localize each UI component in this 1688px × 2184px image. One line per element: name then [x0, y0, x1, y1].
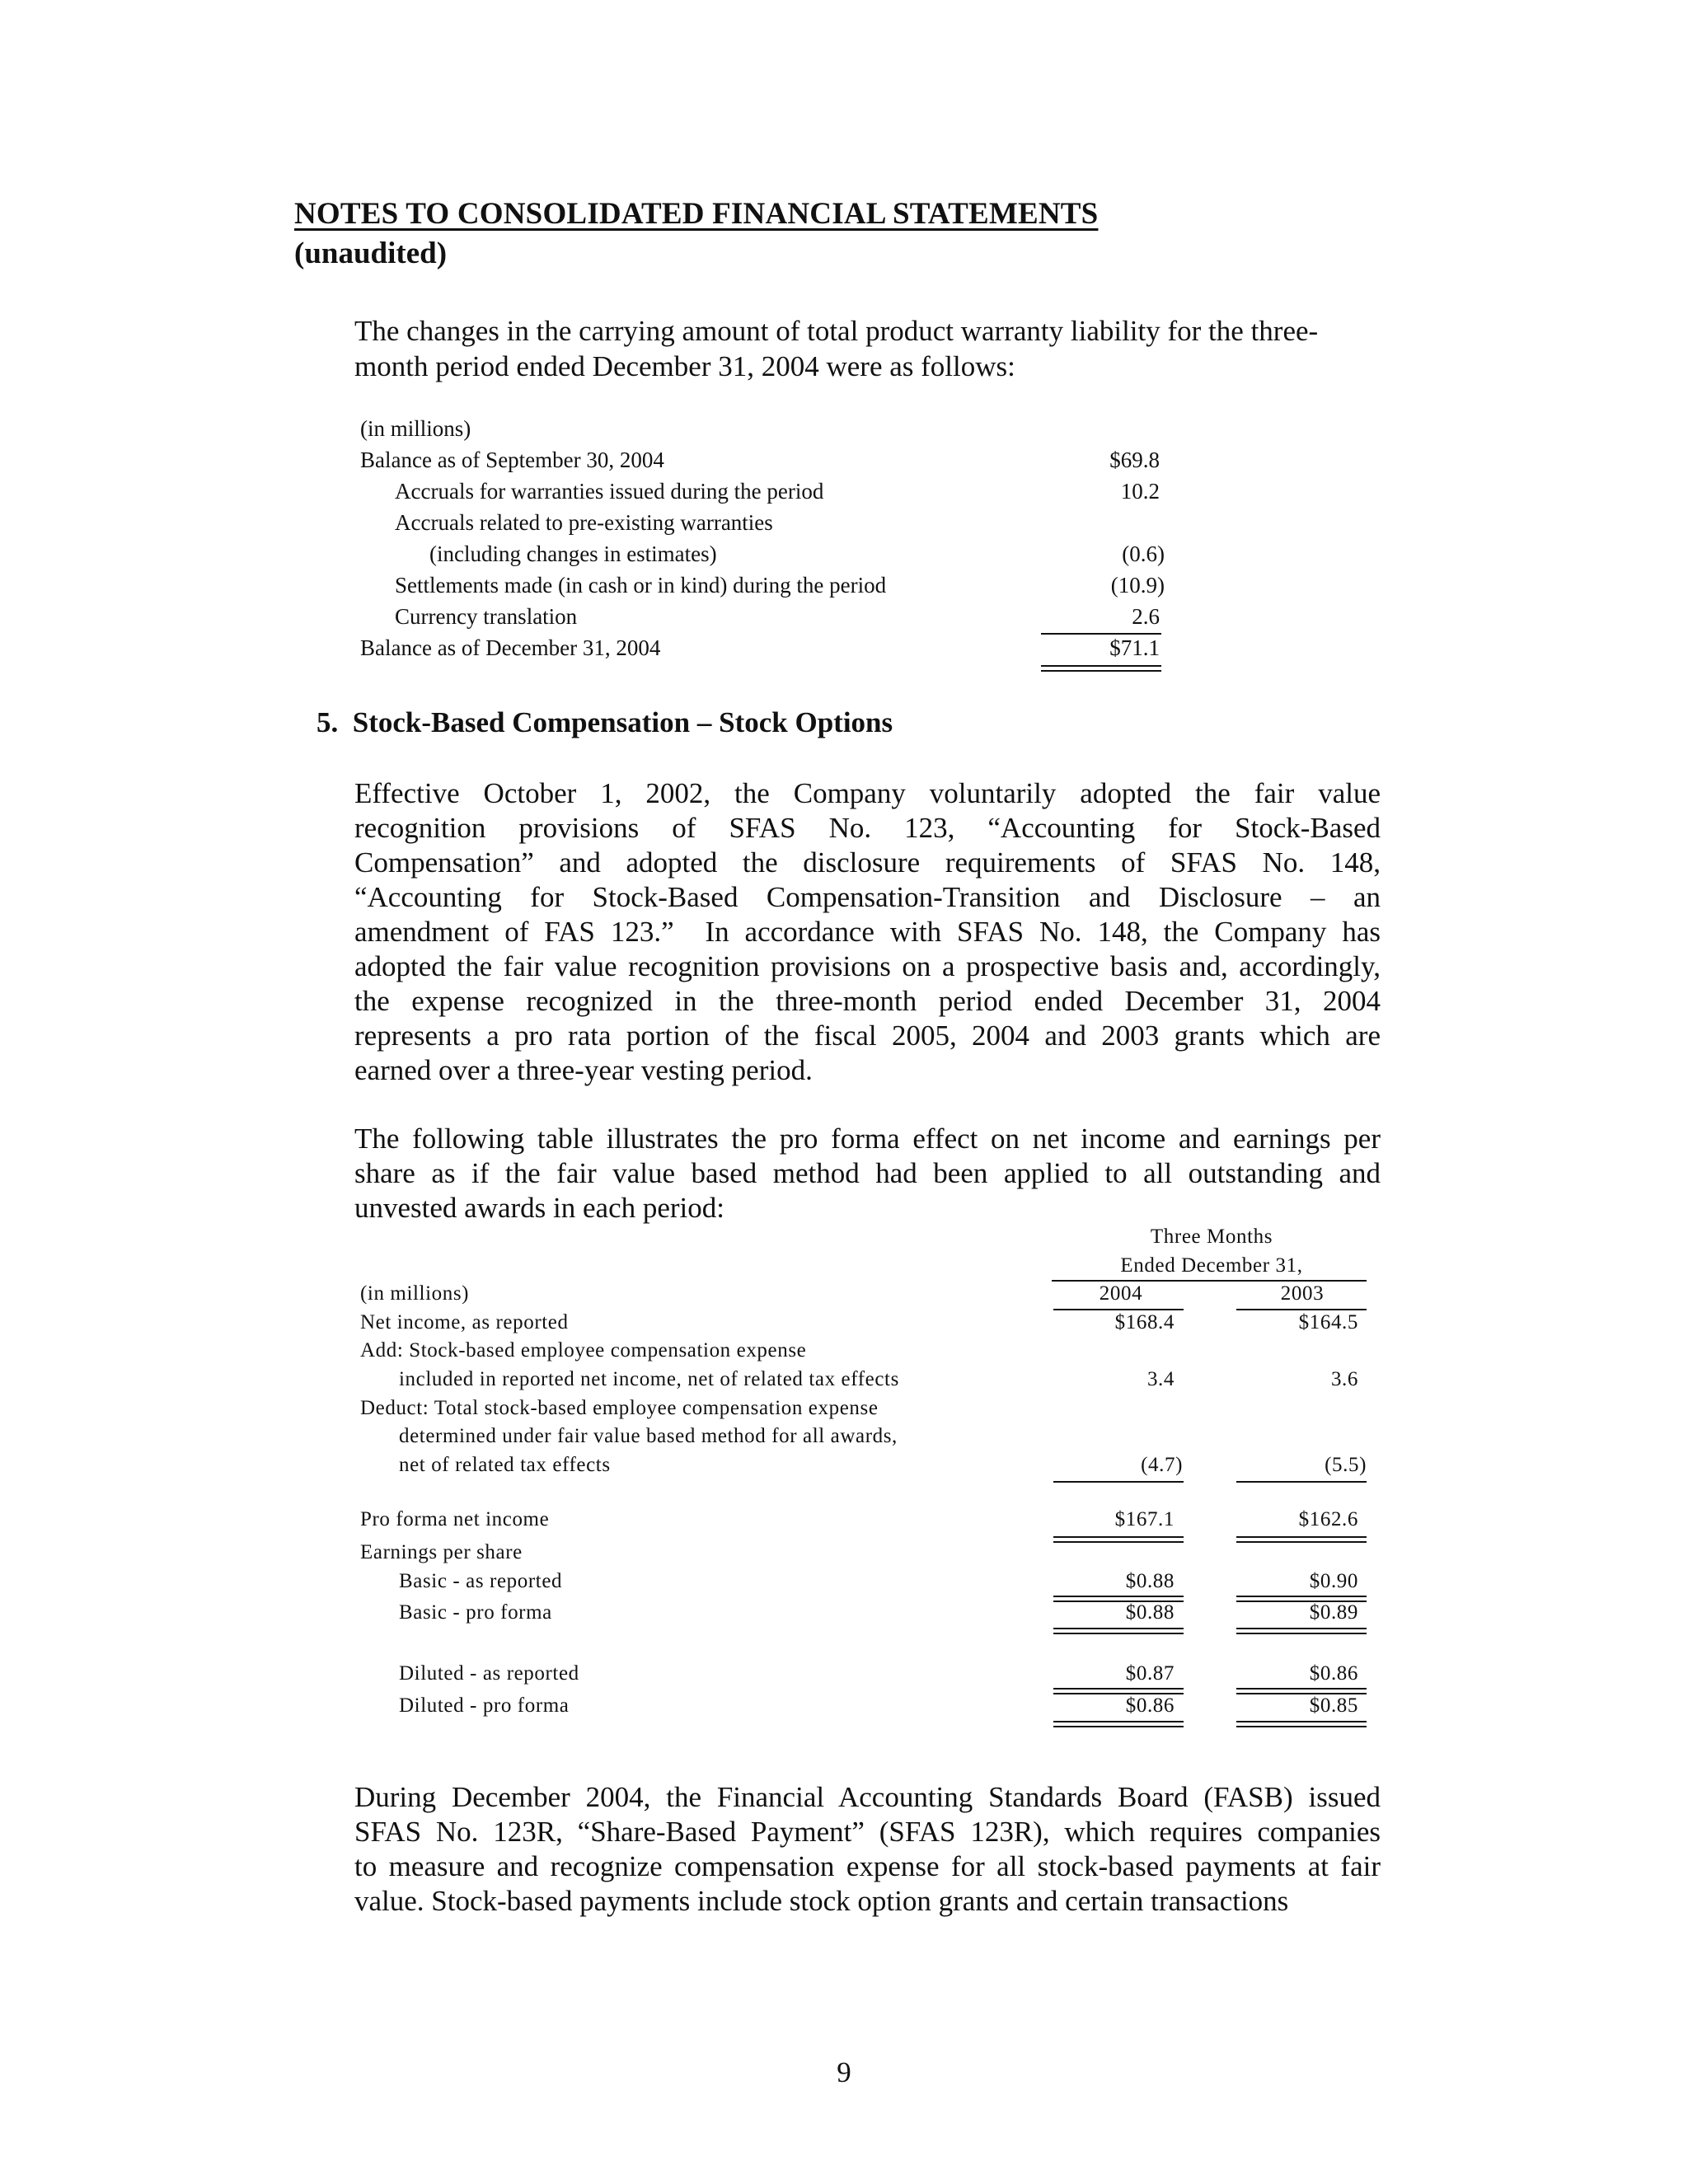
subtotal-rule [1041, 633, 1161, 635]
page-number: 9 [837, 2056, 851, 2088]
table-row: Diluted - as reported [399, 1662, 579, 1685]
warranty-units: (in millions) [360, 416, 471, 441]
paragraph-line: to measure and recognize compensation expense for all stock-based payments at fair [354, 1850, 1381, 1882]
table-row: Pro forma net income [360, 1508, 550, 1530]
proforma-units: (in millions) [360, 1282, 470, 1305]
double-rule-2004 [1053, 1536, 1184, 1543]
table-row [395, 479, 823, 510]
paragraph-2 [354, 1122, 1381, 1226]
paragraph-line: Effective October 1, 2002, the Company voluntarily adopted the fair value [354, 777, 1381, 809]
intro-line-2: month period ended December 31, 2004 were as follows: [354, 350, 1015, 382]
row-label: Settlements made (in cash or in kind) during the period [395, 573, 887, 598]
table-row: Earnings per share [360, 1541, 523, 1563]
cell-2003: $162.6 [1298, 1508, 1358, 1530]
cell-2003: $0.85 [1309, 1694, 1358, 1717]
paragraph-line: recognition provisions of SFAS No. 123, “Accounting for Stock-Based [354, 812, 1381, 844]
double-rule-2004 [1053, 1721, 1184, 1727]
period-header-line-2: Ended December 31, [1120, 1254, 1303, 1277]
cell-2004: $167.1 [1114, 1508, 1175, 1530]
table-row: net of related tax effects [399, 1454, 611, 1476]
double-rule-2004 [1053, 1628, 1184, 1634]
cell-2003: $0.90 [1309, 1570, 1358, 1592]
row-label: Balance as of December 31, 2004 [360, 635, 661, 660]
paragraph-line: “Accounting for Stock-Based Compensation-Transition and Disclosure – an [354, 881, 1381, 913]
paragraph-line: the expense recognized in the three-month period ended December 31, 2004 [354, 985, 1381, 1017]
double-rule-2004 [1053, 1596, 1184, 1602]
cell-2004: (4.7) [1141, 1454, 1183, 1476]
row-value: $69.8 [1109, 448, 1160, 472]
total-double-rule [1041, 665, 1161, 672]
table-row: Deduct: Total stock-based employee compensation expense [360, 1397, 879, 1419]
column-rule-2003 [1236, 1309, 1367, 1310]
table-row [395, 573, 886, 604]
paragraph-line: unvested awards in each period: [354, 1192, 725, 1224]
table-row [395, 604, 577, 635]
paragraph-line: share as if the fair value based method had been applied to all outstanding and [354, 1157, 1381, 1189]
cell-2004: $0.87 [1125, 1662, 1175, 1685]
paragraph-line: Compensation” and adopted the disclosure requirements of SFAS No. 148, [354, 846, 1381, 879]
row-label: Accruals for warranties issued during the period [395, 479, 824, 504]
paragraph-line: amendment of FAS 123.” In accordance with SFAS No. 148, the Company has [354, 916, 1381, 948]
intro-line-1: The changes in the carrying amount of total product warranty liability for the three- [354, 315, 1319, 347]
cell-2004: $0.88 [1125, 1570, 1175, 1592]
cell-2003: $0.89 [1309, 1601, 1358, 1624]
page-title: NOTES TO CONSOLIDATED FINANCIAL STATEMENTS [294, 197, 1099, 231]
cell-2003: $164.5 [1298, 1311, 1358, 1333]
paragraph-line: adopted the fair value recognition provisions on a prospective basis and, accordingly, [354, 950, 1381, 982]
column-header-2003: 2003 [1280, 1282, 1325, 1305]
period-header-line-1: Three Months [1150, 1226, 1273, 1248]
table-row: Diluted - pro forma [399, 1694, 570, 1717]
paragraph-line: During December 2004, the Financial Accounting Standards Board (FASB) issued [354, 1781, 1381, 1813]
paragraph-3 [354, 1780, 1381, 1919]
column-rule-2004 [1053, 1309, 1184, 1310]
double-rule-2003 [1236, 1628, 1367, 1634]
paragraph-line: represents a pro rata portion of the fiscal 2005, 2004 and 2003 grants which are [354, 1019, 1381, 1052]
period-header-rule [1052, 1280, 1367, 1282]
section-number: 5. [316, 706, 339, 738]
column-header-2004: 2004 [1099, 1282, 1143, 1305]
table-row [360, 448, 664, 479]
cell-2003: (5.5) [1325, 1454, 1367, 1476]
cell-2004: $0.88 [1125, 1601, 1175, 1624]
section-title: Stock-Based Compensation – Stock Options [352, 706, 893, 738]
paragraph-line: earned over a three-year vesting period. [354, 1054, 813, 1086]
section-heading [316, 706, 893, 739]
paragraph-1 [354, 776, 1381, 1088]
row-label: Balance as of September 30, 2004 [360, 448, 664, 472]
paragraph-line: value. Stock-based payments include stock option grants and certain transactions [354, 1885, 1289, 1917]
cell-2003: $0.86 [1309, 1662, 1358, 1685]
row-value: (10.9) [1110, 573, 1165, 598]
table-row: Net income, as reported [360, 1311, 569, 1333]
subtotal-rule-2004 [1053, 1481, 1184, 1483]
double-rule-2003 [1236, 1721, 1367, 1727]
cell-2003: 3.6 [1330, 1368, 1358, 1390]
paragraph-line: SFAS No. 123R, “Share-Based Payment” (SFAS 123R), which requires companies [354, 1816, 1381, 1848]
warranty-table [360, 416, 1184, 680]
row-value: 2.6 [1132, 604, 1160, 629]
row-value: (0.6) [1122, 541, 1165, 566]
table-row [429, 541, 717, 573]
table-row [395, 510, 773, 541]
paragraph-line: The following table illustrates the pro forma effect on net income and earnings per [354, 1122, 1381, 1155]
double-rule-2003 [1236, 1536, 1367, 1543]
double-rule-2003 [1236, 1596, 1367, 1602]
page-subtitle: (unaudited) [294, 237, 448, 270]
table-row [360, 635, 660, 667]
table-row: included in reported net income, net of related tax effects [399, 1368, 899, 1390]
row-label: Currency translation [395, 604, 578, 629]
table-row: Add: Stock-based employee compensation expense [360, 1339, 807, 1361]
double-rule-2004 [1053, 1688, 1184, 1694]
table-row: determined under fair value based method for all awards, [399, 1425, 898, 1447]
table-row: Basic - as reported [399, 1570, 563, 1592]
intro-paragraph [354, 313, 1318, 384]
cell-2004: $168.4 [1114, 1311, 1175, 1333]
table-row: Basic - pro forma [399, 1601, 552, 1624]
cell-2004: $0.86 [1125, 1694, 1175, 1717]
subtotal-rule-2003 [1236, 1481, 1367, 1483]
row-value: $71.1 [1109, 635, 1160, 660]
row-label: Accruals related to pre-existing warranties [395, 510, 773, 535]
row-label: (including changes in estimates) [429, 541, 717, 566]
row-value: 10.2 [1120, 479, 1160, 504]
double-rule-2003 [1236, 1688, 1367, 1694]
cell-2004: 3.4 [1146, 1368, 1175, 1390]
